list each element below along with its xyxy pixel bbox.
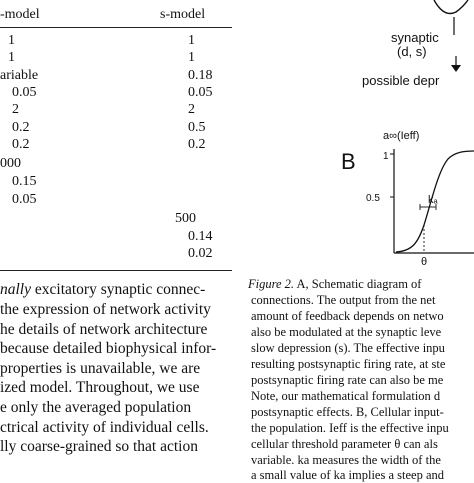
table-cell: 0.15 [12,174,37,189]
table-cell: 0.2 [12,137,30,152]
table-cell: 0.2 [12,120,30,135]
slope-label: kₐ [428,194,438,206]
body-line: ized model. Throughout, we use [0,379,200,396]
body-line: because detailed biophysical infor- [0,340,217,357]
caption-line: postsynaptic firing rate can also be me [251,373,444,387]
table-cell: 0.5 [188,120,206,135]
caption-line: cellular threshold parameter θ can als [251,437,438,451]
ytick-label: 1 [383,151,389,162]
figure-b-activation-plot [360,125,474,270]
caption-line: also be modulated at the synaptic leve [251,325,442,339]
table-cell: 2 [188,102,195,117]
caption-line: connections. The output from the net [251,293,436,307]
caption-line: postsynaptic effects. B, Cellular input- [251,405,444,419]
figure-b-ylabel: a∞(Ieff) [383,130,420,142]
body-line: properties is unavailable, we are [0,360,201,377]
table-cell: 1 [188,50,195,65]
table-header-left: -model [0,7,40,22]
table-cell: ariable [0,68,39,83]
table-cell: 0.05 [188,85,213,100]
table-cell: 0.2 [188,137,206,152]
caption-line: resulting postsynaptic firing rate, at ste [251,357,446,371]
caption-figure-label: Figure 2. [248,277,295,291]
caption-line [248,276,421,292]
caption-line: variable. ka measures the width of the [251,453,441,467]
table-header-right: s-model [160,7,206,22]
fig-a-label-ds: (d, s) [397,44,427,59]
table-cell: 1 [8,33,15,48]
body-line: the expression of network activity [0,301,211,318]
body-line: he details of network architecture [0,321,208,338]
arrow-head-icon [451,65,461,72]
table-header-rule [0,27,232,28]
figure-b-panel-label: B [341,149,356,174]
ytick-label: 0.5 [366,193,380,204]
table-cell: 0.02 [188,246,213,261]
caption-line: Note, our mathematical formulation d [251,389,441,403]
table-bottom-rule [0,270,232,271]
caption-line: amount of feedback depends on netwo [251,309,444,323]
fig-a-label-synaptic: synaptic [391,30,439,45]
table-cell: 1 [8,50,15,65]
table-cell: 0.05 [12,85,37,100]
body-line-text: excitatory synaptic connec- [31,281,206,298]
body-line: e only the averaged population [0,399,192,416]
caption-line: a small value of ka implies a steep and [251,468,444,482]
theta-label: θ [421,256,428,268]
table-cell: 500 [175,211,196,226]
caption-line: slow depression (s). The effective inpu [251,341,445,355]
caption-line: the population. Ieff is the effective inpu [251,421,449,435]
table-cell: 000 [0,156,21,171]
body-line: ctrical activity of individual cells. [0,419,209,436]
fig-a-label-depression: possible depr [362,73,440,88]
table-cell: 2 [12,102,19,117]
table-cell: 0.18 [188,68,213,83]
table-cell: 0.05 [12,192,37,207]
caption-line-text: A, Schematic diagram of [294,277,422,291]
synapse-curve [434,0,468,14]
table-cell: 1 [188,33,195,48]
body-line [0,280,205,300]
body-line: lly coarse-grained so that action [0,438,198,455]
emphasis-text: nally [0,281,31,298]
table-cell: 0.14 [188,229,213,244]
